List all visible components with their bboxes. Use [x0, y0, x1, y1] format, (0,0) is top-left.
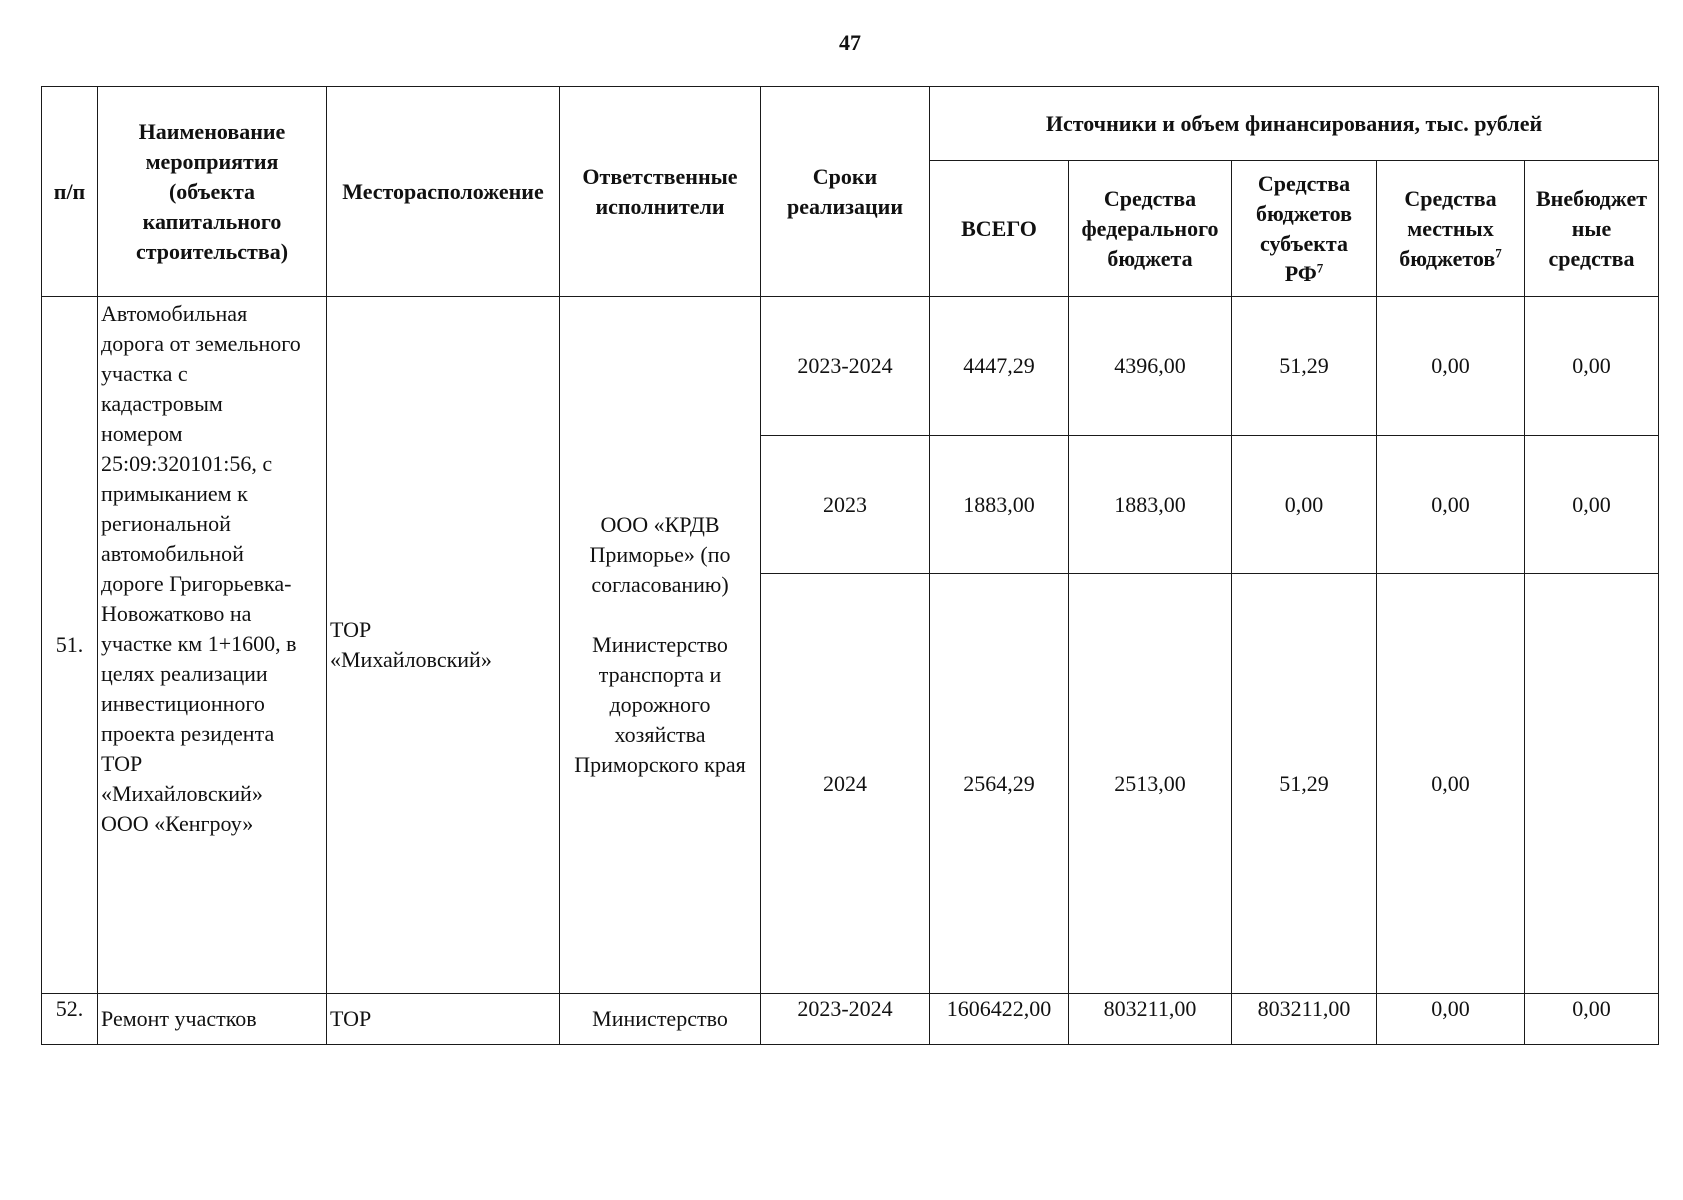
row-total: 1883,00: [930, 436, 1069, 574]
row-total: 4447,29: [930, 297, 1069, 436]
header-num: п/п: [42, 87, 98, 297]
row-federal: 4396,00: [1069, 297, 1232, 436]
header-regional: [1232, 161, 1377, 297]
header-name: Наименование мероприятия (объекта капитального строительства): [98, 87, 327, 297]
row-local: 0,00: [1377, 297, 1525, 436]
header-federal: Средства федерального бюджета: [1069, 161, 1232, 297]
row-period: 2023-2024: [761, 994, 930, 1045]
header-location: Месторасположение: [327, 87, 560, 297]
row-regional: 0,00: [1232, 436, 1377, 574]
header-offbudget: Внебюджет ные средства: [1525, 161, 1659, 297]
row-federal: 803211,00: [1069, 994, 1232, 1045]
header-total: ВСЕГО: [930, 161, 1069, 297]
row-regional: 51,29: [1232, 574, 1377, 994]
row-federal: 1883,00: [1069, 436, 1232, 574]
header-row-group: [42, 87, 1659, 161]
row-offbudget: 0,00: [1525, 994, 1659, 1045]
header-local-text: Средства местных бюджетов: [1399, 185, 1497, 271]
row-name: Автомобильная дорога от земельного участка с кадастровым номером 25:09:320101:56, с примыканием к региональной автомобильной дороге Григорьевка- Новожатково на участке км 1+1600, в целях реализации инвестиционного проекта резидента ТОР «Михайловский» ООО «Кенгроу»: [98, 297, 327, 994]
table-row: [42, 297, 1659, 436]
row-total: 1606422,00: [930, 994, 1069, 1045]
row-local: 0,00: [1377, 574, 1525, 994]
page-number: 47: [839, 30, 861, 55]
row-num: 51.: [42, 297, 98, 994]
row-location: ТОР «Михайловский»: [327, 297, 560, 994]
header-local: [1377, 161, 1525, 297]
row-responsible: Министерство: [560, 994, 761, 1045]
table-row: [42, 994, 1659, 1045]
row-period: 2024: [761, 574, 930, 994]
header-responsible: Ответственные исполнители: [560, 87, 761, 297]
row-name: Ремонт участков: [98, 994, 327, 1045]
row-regional: 51,29: [1232, 297, 1377, 436]
row-period: 2023: [761, 436, 930, 574]
row-num: 52.: [42, 994, 98, 1045]
row-regional: 803211,00: [1232, 994, 1377, 1045]
row-offbudget: [1525, 574, 1659, 994]
row-offbudget: 0,00: [1525, 436, 1659, 574]
financing-table: [41, 86, 1659, 1045]
row-local: 0,00: [1377, 436, 1525, 574]
header-period: Сроки реализации: [761, 87, 930, 297]
header-local-footnote: 7: [1495, 245, 1502, 261]
row-local: 0,00: [1377, 994, 1525, 1045]
row-location: ТОР: [327, 994, 560, 1045]
row-total: 2564,29: [930, 574, 1069, 994]
row-federal: 2513,00: [1069, 574, 1232, 994]
row-responsible: ООО «КРДВ Приморье» (по согласованию) Министерство транспорта и дорожного хозяйства Приморского края: [560, 297, 761, 994]
header-regional-footnote: 7: [1316, 260, 1324, 276]
row-offbudget: 0,00: [1525, 297, 1659, 436]
header-funding-group: Источники и объем финансирования, тыс. рублей: [930, 87, 1659, 161]
header-regional-text: Средства бюджетов субъекта РФ: [1256, 170, 1352, 286]
row-period: 2023-2024: [761, 297, 930, 436]
